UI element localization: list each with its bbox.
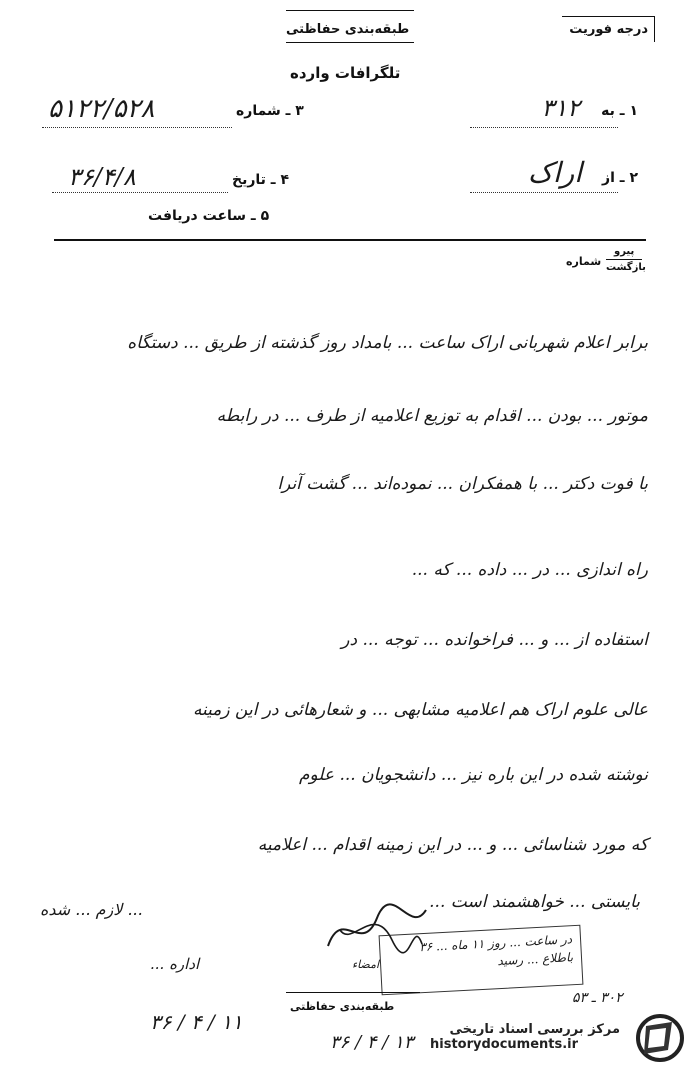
number-value: ۵۱۲۲/۵۲۸ [48,94,155,124]
from-value: اراک [527,156,582,189]
number-line [42,127,232,128]
page-title: تلگرافات وارده [290,64,401,82]
follow-label: پیرو [614,246,635,257]
body-line: بایستی ... خواهشمند است ... [429,892,640,912]
watermark-url: historydocuments.ir [430,1037,579,1052]
body-line: راه اندازی ... در ... داده ... که ... [411,560,648,580]
footer-box-top [286,992,420,993]
body-line: با فوت دکتر ... با همفکران ... نموده‌اند ... گشت آنرا [277,474,648,494]
to-value: ۳۱۲ [541,94,580,122]
body-line: برابر اعلام شهربانی اراک ساعت ... بامداد روز گذشته از طریق ... دستگاه [127,333,648,353]
to-line [470,127,618,128]
priority-box-side [654,16,655,42]
margin-note: ... لازم ... شده [40,900,143,919]
signature-scribble [322,896,432,966]
bottom-date: ۱۳ / ۴ / ۳۶ [330,1032,414,1053]
margin-note: اداره ... [150,955,200,973]
date-label: ۴ ـ تاریخ [232,172,289,188]
date-value: ۳۶/۴/۸ [68,163,136,191]
body-line: استفاده از ... و ... فراخوانده ... توجه ... در [341,630,648,650]
return-label: بازگشت [606,262,646,273]
classification-box-bottom [286,42,414,43]
priority-box-top [562,16,654,17]
body-line: عالی علوم اراک هم اعلامیه مشابهی ... و شعارهائی در این زمینه [192,700,648,720]
to-label: ۱ ـ به [601,103,638,119]
number-label: ۳ ـ شماره [236,103,304,119]
signature-label: امضاء [352,958,380,971]
watermark [430,1022,620,1052]
body-line: نوشته شده در این باره نیز ... دانشجویان ... علوم [299,765,648,785]
document-code: ۳۰۲ ـ ۵۳ [572,990,623,1006]
from-line [470,192,618,193]
classification-label: طبقه‌بندی حفاظتی [286,22,410,37]
from-label: ۲ ـ از [602,170,638,186]
stamp-text: باطلاع ... رسید [496,950,574,969]
reference-number-label: شماره [566,255,602,268]
header-divider [54,239,646,241]
received-time-label: ۵ ـ ساعت دریافت [148,208,270,224]
bottom-date: ۱۱ / ۴ / ۳۶ [150,1010,243,1034]
watermark-logo-icon [630,1012,690,1064]
priority-label: درجه فوریت [569,22,648,37]
body-line: که مورد شناسائی ... و ... در این زمینه اقدام ... اعلامیه [257,835,648,855]
classification-box-top [286,10,414,11]
reference-divider [606,259,642,260]
date-line [52,192,228,193]
body-line: موتور ... بودن ... اقدام به توزیع اعلامیه از طرف ... در رابطه [216,406,648,426]
stamp-text: در ساعت ... روز ۱۱ ماه ... ۳۶ [418,932,573,955]
footer-classification-label: طبقه‌بندی حفاظتی [290,1000,395,1013]
watermark-title: مرکز بررسی اسناد تاریخی [449,1022,620,1037]
